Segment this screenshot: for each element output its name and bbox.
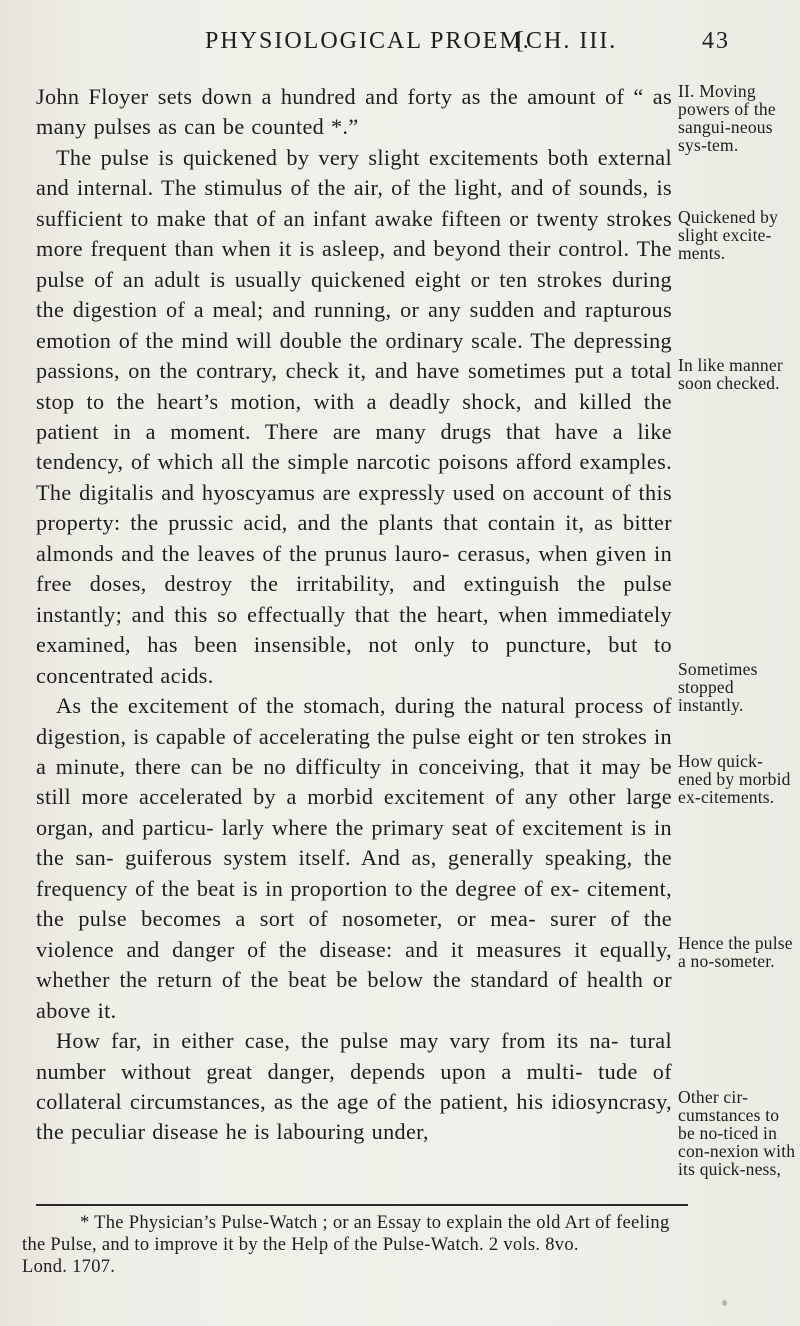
text-line: external and internal. The stimulus of the air, of the light, [36,144,672,201]
text-line: eight or ten strokes in a minute, there can be no difficulty [36,723,673,779]
margin-note: Quickened by slight excite-ments. [678,207,779,263]
paragraph [36,691,672,1026]
text-line: tude of collateral circumstances, as the age of the patient, [36,1058,672,1114]
text-line: tural number without great danger, depends upon a multi- [36,1028,672,1084]
text-line: depressing passions, on the contrary, check it, and have [36,327,672,384]
margin-note: Sometimes stopped instantly. [678,659,758,715]
running-head-title: PHYSIOLOGICAL PROEM. [205,28,531,54]
text-line: not only to puncture, but to concentrated acids. [36,632,673,688]
text-line: citement, the pulse becomes a sort of nosometer, or mea- [36,875,672,932]
text-line: surer of the violence and danger of the disease: and it [36,906,672,962]
margin-note: Other cir-cumstances to be no-ticed in con-nexion with its quick-ness, [678,1087,796,1179]
text-line: in conceiving, that it may be still more accelerated by a [36,753,672,810]
text-line: of a meal; and running, or any sudden and rapturous [165,297,672,323]
footnote-line: Lond. 1707. [22,1257,116,1277]
text-line: and hyoscyamus are expressly used on account of this [161,479,672,505]
text-line: sometimes put a total stop to the heart’s motion, with a [36,358,672,414]
text-line: process of digestion, is capable of accelerating the pulse [36,693,672,749]
text-line: the heart, when immediately examined, has been insensible, [36,601,672,658]
text-line: larly where the primary seat of excitement is in the san- [36,814,672,871]
footnote-line: * The Physician’s Pulse-Watch ; or an Essay to explain the old Art of feeling [80,1213,670,1233]
running-head-chapter: [CH. III. [516,28,618,54]
text-line: fifteen or twenty strokes more frequent than when it is [36,205,672,262]
margin-note: II. Moving powers of the sangui-neous sys-tem. [678,81,776,155]
text-line: usually quickened eight or ten strokes during the digestion [36,266,673,323]
text-line: John Floyer sets down a hundred and forty as the amount [36,84,596,109]
margin-note: Hence the pulse a no-someter. [678,933,793,971]
text-line: his idiosyncrasy, the peculiar disease he is labouring under, [36,1088,672,1145]
text-line: As the excitement of the stomach, during the natural [56,693,566,719]
text-line: simple narcotic poisons afford examples. The digitalis [36,449,672,505]
footnote-rule [36,1204,688,1206]
text-line: How far, in either case, the pulse may vary from its na- [56,1028,619,1054]
text-line: cerasus, when given in free doses, destroy the irritability, and [36,540,673,597]
text-line: are many drugs that have a like tendency, of which all the [36,418,672,475]
page-number: 43 [702,28,730,54]
text-line: and of sounds, is sufficient to make that of an infant awake [36,175,673,231]
text-line: morbid excitement of any other large organ, and particu- [36,784,672,840]
text-line: measures it equally, whether the return of the beat be [36,936,672,993]
paragraph [36,143,672,691]
margin-note: In like manner soon checked. [678,355,783,393]
text-line: property: the prussic acid, and the plants that contain it, [36,510,585,536]
running-head [0,28,800,58]
footnote-line: the Pulse, and to improve it by the Help of the Pulse-Watch. 2 vols. 8vo. [22,1235,579,1255]
text-line: deadly shock, and killed the patient in a moment. There [36,388,672,444]
text-line: below the standard of health or above it. [36,967,672,1023]
ink-smudge [722,1300,727,1306]
text-line: The pulse is quickened by very slight excitements both [56,144,589,170]
text-line: guiferous system itself. And as, generally speaking, the [125,845,672,871]
paragraph [36,1026,672,1148]
margin-note: How quick-ened by morbid ex-citements. [678,751,791,807]
text-line: extinguish the pulse instantly; and this so effectually that [36,571,672,627]
paragraph [36,82,672,143]
text-line: asleep, and beyond their control. The pulse of an adult is [36,236,673,292]
text-line: of “ as many pulses as can be counted *.” [36,84,672,140]
footnote [22,1212,700,1278]
text-line: frequency of the beat is in proportion to the degree of ex- [36,875,580,901]
text-line: as bitter almonds and the leaves of the prunus lauro- [36,510,672,566]
text-line: emotion of the mind will double the ordinary scale. The [36,327,566,353]
body-text [36,82,672,1148]
